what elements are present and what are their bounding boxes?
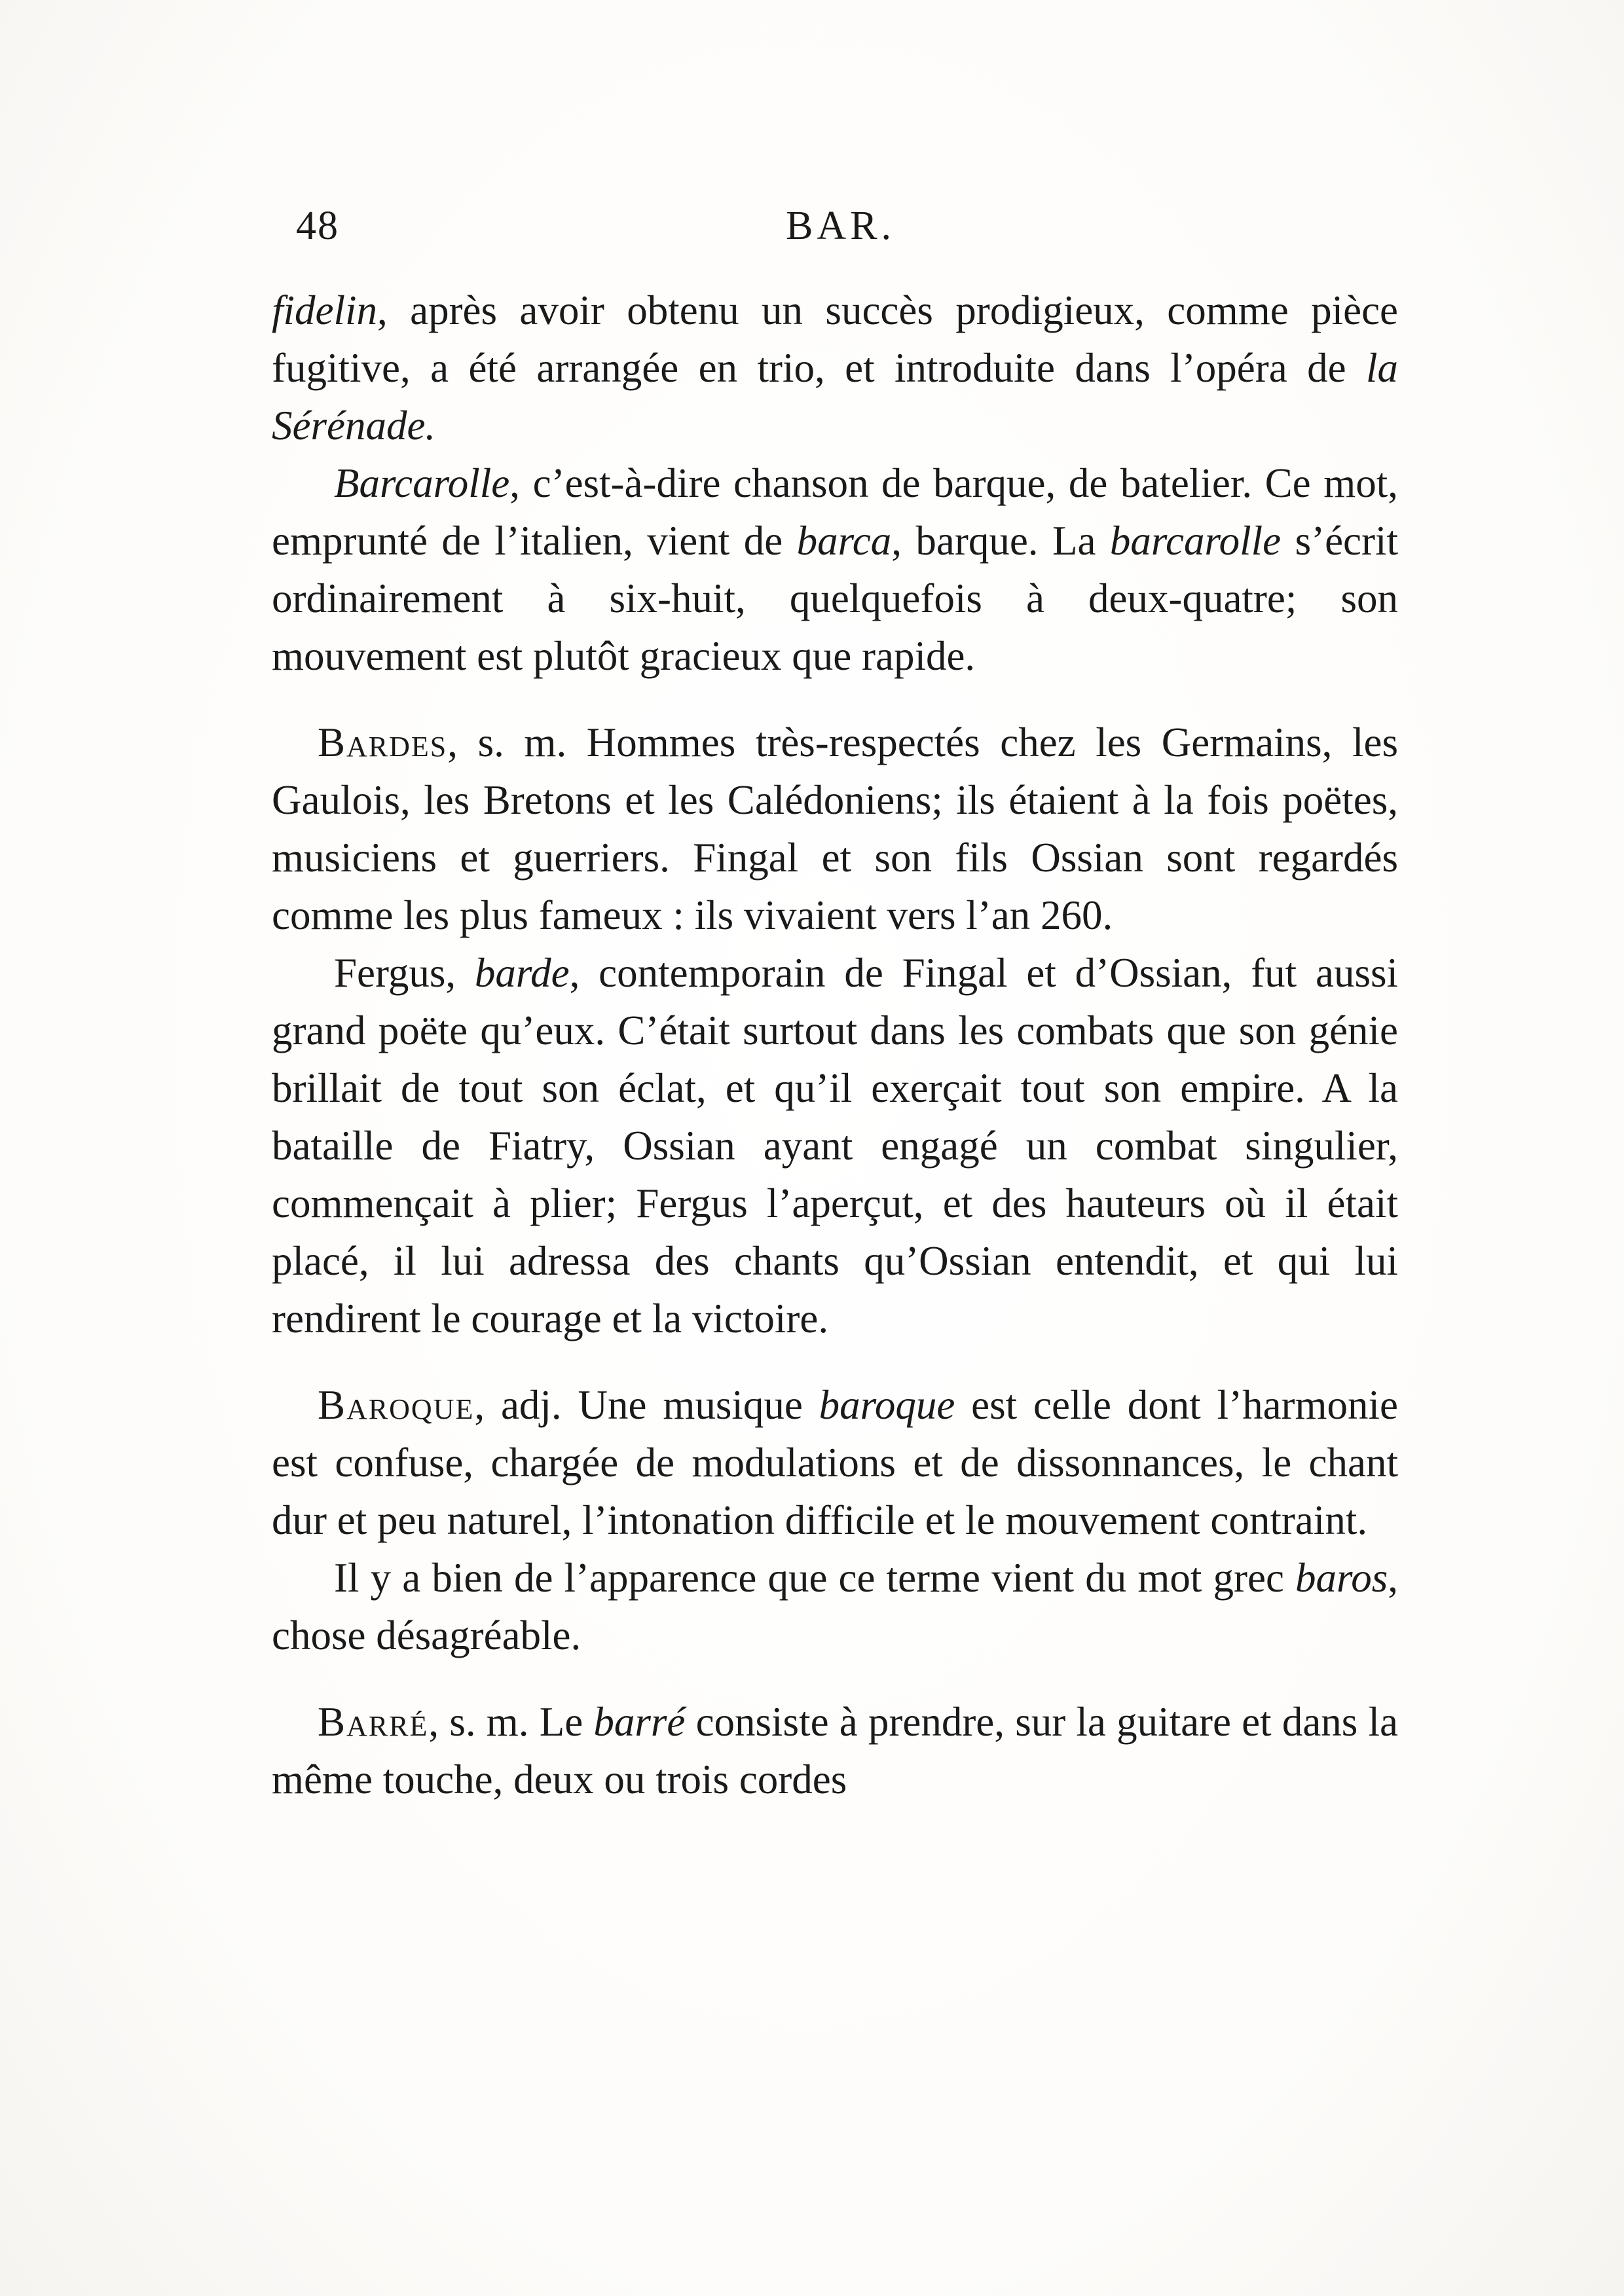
dictionary-entry bbox=[272, 1693, 1398, 1808]
text-run: , adj. Une musique bbox=[474, 1382, 819, 1428]
body-text bbox=[272, 282, 1398, 1808]
text-run: Il y a bien de l’apparence que ce terme vient du mot grec bbox=[334, 1555, 1296, 1601]
text-run: , après avoir obtenu un succès prodigieux, comme pièce fugitive, a été arrangée en trio, et introduite dans l’opéra de bbox=[272, 287, 1398, 391]
italic-term: Barcarolle bbox=[334, 460, 510, 506]
paragraph bbox=[272, 454, 1398, 685]
text-run: , s. m. Hommes très-respectés chez les Germains, les Gaulois, les Bretons et les Calédoniens; ils étaient à la fois poëtes, musiciens et guerriers. Fingal et son fils Ossian sont regardés comme les plus fameux : ils vivaient vers l’an 260. bbox=[272, 720, 1398, 938]
text-run: , c’est-à-dire chanson de barque, de batelier. Ce mot, emprunté de l’italien, vient de bbox=[272, 460, 1398, 564]
dictionary-entry bbox=[272, 1376, 1398, 1549]
text-run: s’écrit ordinairement à six-huit, quelquefois à deux-quatre; son mouvement est plutôt gracieux que rapide. bbox=[272, 518, 1398, 679]
entry-headword: Barré bbox=[318, 1699, 429, 1745]
italic-term: baros bbox=[1295, 1555, 1388, 1601]
page-number: 48 bbox=[296, 204, 339, 248]
text-run: , contemporain de Fingal et d’Ossian, fut aussi grand poëte qu’eux. C’était surtout dans les combats que son génie brillait de tout son éclat, et qu’il exerçait tout son empire. A la bataille de Fiatry, Ossian ayant engagé un combat singulier, commençait à plier; Fergus l’aperçut, et des hauteurs où il était placé, il lui adressa des chants qu’Ossian entendit, et qui lui rendirent le courage et la victoire. bbox=[272, 950, 1398, 1341]
entry-headword: Bardes bbox=[318, 720, 448, 765]
paragraph bbox=[272, 282, 1398, 454]
italic-term: barré bbox=[593, 1699, 686, 1745]
paragraph bbox=[272, 1549, 1398, 1664]
text-run: consiste à prendre, sur la guitare et dans la même touche, deux ou trois cordes bbox=[272, 1699, 1398, 1802]
text-run: , chose désagréable. bbox=[272, 1555, 1398, 1658]
text-run: , s. m. Le bbox=[428, 1699, 594, 1745]
italic-term: baroque bbox=[819, 1382, 955, 1428]
paragraph bbox=[272, 944, 1398, 1347]
text-run: , barque. La bbox=[891, 518, 1110, 564]
entry-headword: Baroque bbox=[318, 1382, 475, 1428]
italic-term: barca bbox=[796, 518, 892, 564]
text-run: Fergus, bbox=[334, 950, 475, 996]
italic-term: fidelin bbox=[272, 287, 377, 333]
italic-term: barcarolle bbox=[1109, 518, 1282, 564]
italic-term: la Sérénade. bbox=[272, 345, 1398, 448]
italic-term: barde bbox=[474, 950, 570, 996]
dictionary-entry bbox=[272, 714, 1398, 944]
text-run: est celle dont l’harmonie est confuse, chargée de modulations et de dissonnances, le chant dur et peu naturel, l’intonation difficile et le mouvement contraint. bbox=[272, 1382, 1398, 1543]
section-heading: BAR. bbox=[786, 204, 895, 248]
running-head bbox=[288, 203, 1362, 268]
